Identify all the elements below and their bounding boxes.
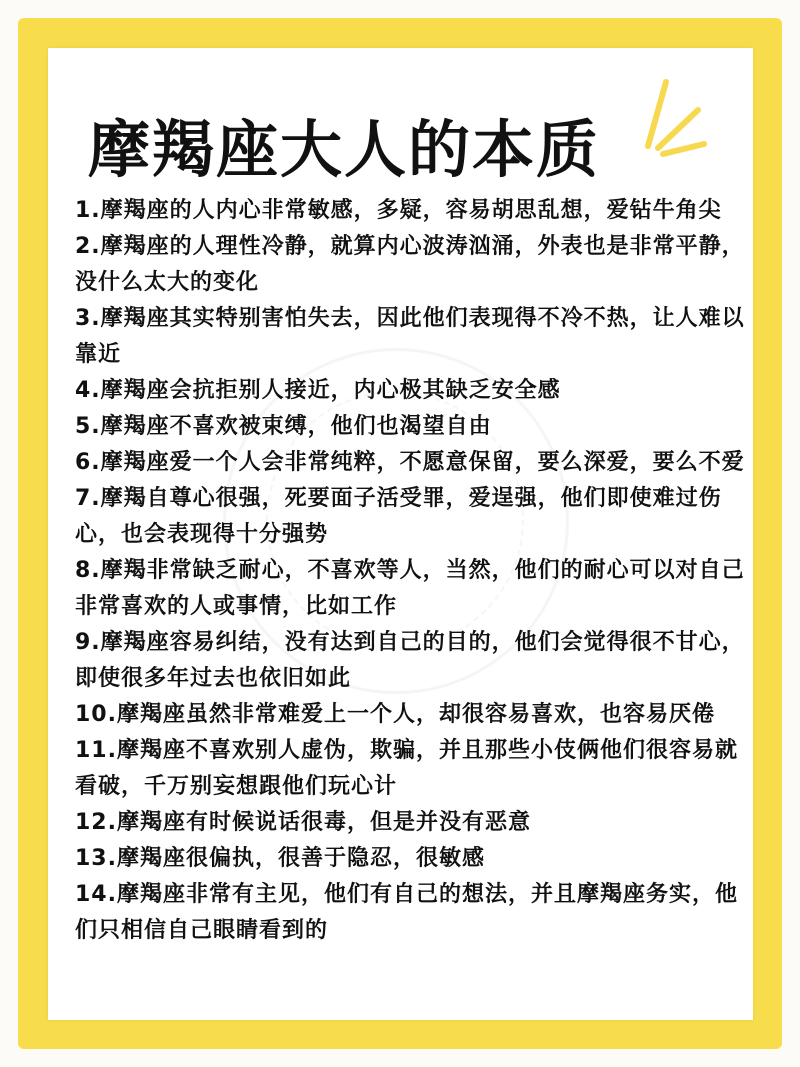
list-item: 8.摩羯非常缺乏耐心，不喜欢等人，当然，他们的耐心可以对自己非常喜欢的人或事情，比如工作 [75,558,745,619]
list-item: 5.摩羯座不喜欢被束缚，他们也渴望自由 [75,414,492,439]
content-card [48,48,753,1020]
list-item: 14.摩羯座非常有主见，他们有自己的想法，并且摩羯座务实，他们只相信自己眼睛看到的 [75,882,738,943]
trait-list [75,193,745,949]
list-item: 11.摩羯座不喜欢别人虚伪，欺骗，并且那些小伎俩他们很容易就看破，千万别妄想跟他们玩心计 [75,738,738,799]
list-item: 1.摩羯座的人内心非常敏感，多疑，容易胡思乱想，爱钻牛角尖 [75,198,722,223]
list-item: 2.摩羯座的人理性冷静，就算内心波涛汹涌，外表也是非常平静，没什么太大的变化 [75,234,745,295]
list-item: 9.摩羯座容易纠结，没有达到自己的目的，他们会觉得很不甘心，即使很多年过去也依旧如此 [75,630,745,691]
list-item: 4.摩羯座会抗拒别人接近，内心极其缺乏安全感 [75,378,561,403]
list-item: 3.摩羯座其实特别害怕失去，因此他们表现得不冷不热，让人难以靠近 [75,306,745,367]
list-item: 7.摩羯自尊心很强，死要面子活受罪，爱逞强，他们即使难过伤心，也会表现得十分强势 [75,486,722,547]
page-title: 摩羯座大人的本质 [88,113,601,186]
list-item: 10.摩羯座虽然非常难爱上一个人，却很容易喜欢，也容易厌倦 [75,702,715,727]
list-item: 13.摩羯座很偏执，很善于隐忍，很敏感 [75,846,485,871]
list-item: 12.摩羯座有时候说话很毒，但是并没有恶意 [75,810,531,835]
sparkle-icon [608,68,708,158]
list-item: 6.摩羯座爱一个人会非常纯粹，不愿意保留，要么深爱，要么不爱 [75,450,745,475]
